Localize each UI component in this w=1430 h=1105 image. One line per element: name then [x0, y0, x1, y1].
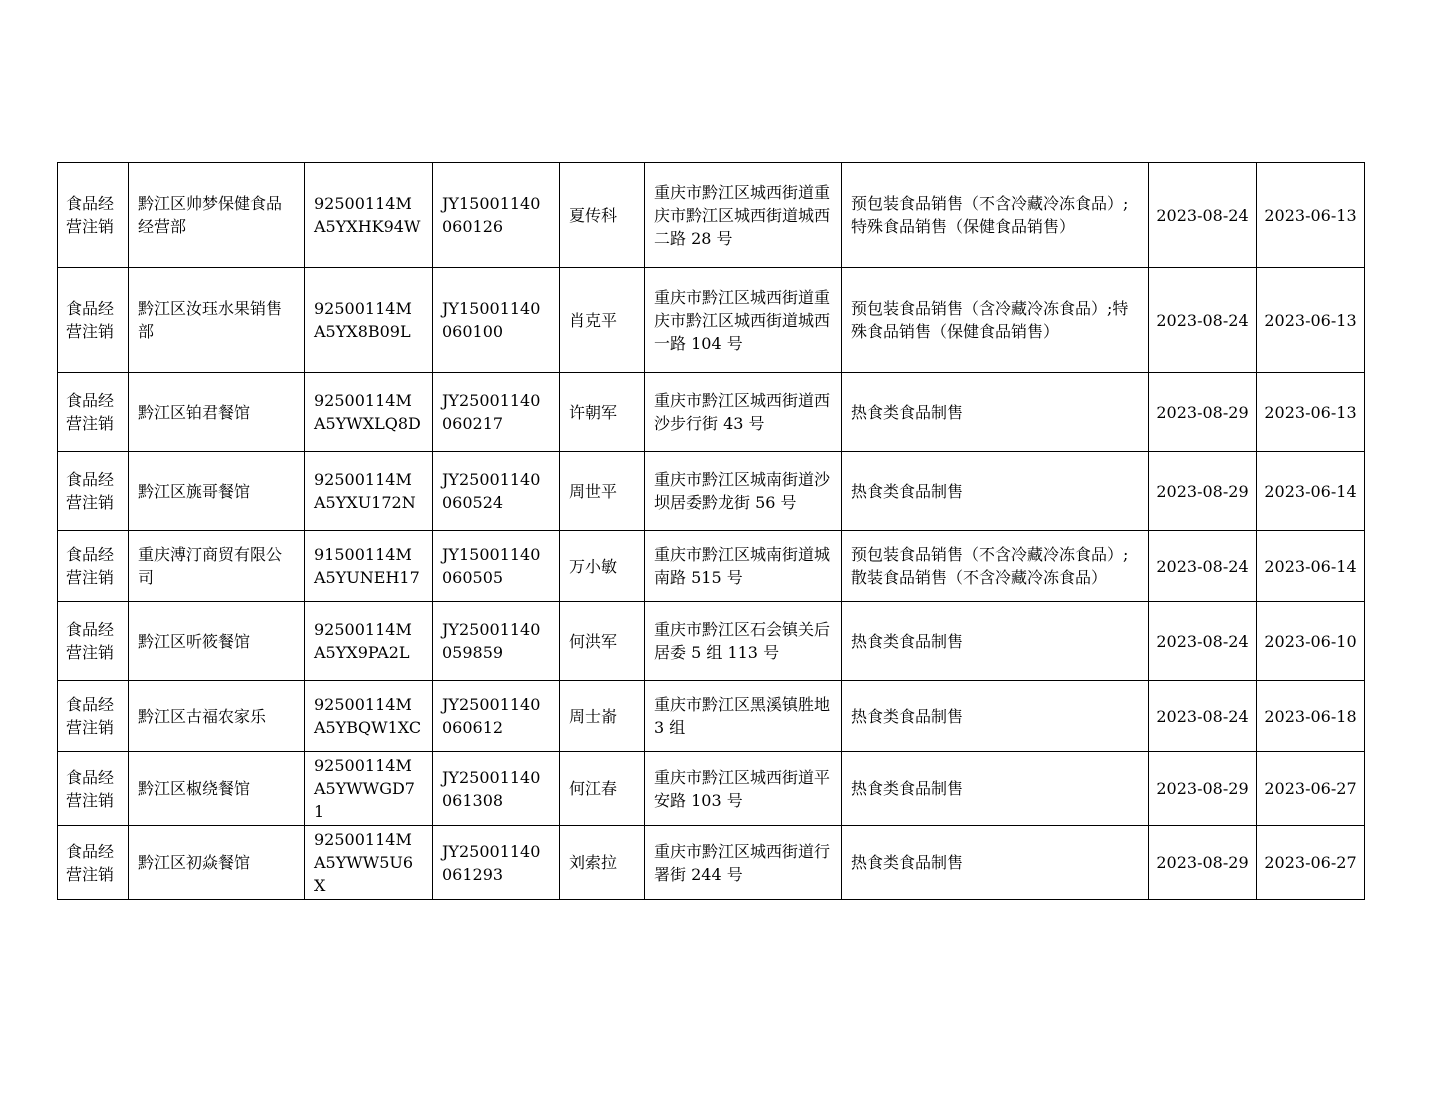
- cell-type: 食品经营注销: [58, 826, 129, 900]
- cell-type: 食品经营注销: [58, 752, 129, 826]
- cell-credit-code: 92500114MA5YWXLQ8D: [305, 373, 433, 452]
- cell-credit-code: 92500114MA5YXU172N: [305, 452, 433, 531]
- cell-name: 重庆溥汀商贸有限公司: [129, 531, 305, 602]
- cell-type: 食品经营注销: [58, 602, 129, 681]
- cell-date-1: 2023-08-24: [1149, 681, 1257, 752]
- cell-name: 黔江区古福农家乐: [129, 681, 305, 752]
- cell-scope: 热食类食品制售: [842, 602, 1149, 681]
- cell-date-2: 2023-06-27: [1257, 826, 1365, 900]
- table-row: [58, 163, 1365, 268]
- cell-date-2: 2023-06-14: [1257, 531, 1365, 602]
- cell-license: JY25001140060612: [433, 681, 560, 752]
- cell-name: 黔江区椒绕餐馆: [129, 752, 305, 826]
- cell-name: 黔江区帅梦保健食品经营部: [129, 163, 305, 268]
- cell-type: 食品经营注销: [58, 452, 129, 531]
- table-row: [58, 531, 1365, 602]
- cell-name: 黔江区旐哥餐馆: [129, 452, 305, 531]
- cell-scope: 热食类食品制售: [842, 452, 1149, 531]
- cell-date-2: 2023-06-10: [1257, 602, 1365, 681]
- cell-scope: 预包装食品销售（含冷藏冷冻食品）;特殊食品销售（保健食品销售）: [842, 268, 1149, 373]
- cell-name: 黔江区初焱餐馆: [129, 826, 305, 900]
- table-row: [58, 452, 1365, 531]
- cell-date-2: 2023-06-27: [1257, 752, 1365, 826]
- cell-person: 何洪军: [560, 602, 645, 681]
- cell-license: JY25001140059859: [433, 602, 560, 681]
- records-body: [58, 163, 1365, 900]
- cell-name: 黔江区听筱餐馆: [129, 602, 305, 681]
- table-row: [58, 826, 1365, 900]
- cell-license: JY15001140060126: [433, 163, 560, 268]
- cell-license: JY15001140060505: [433, 531, 560, 602]
- table-row: [58, 268, 1365, 373]
- cell-scope: 预包装食品销售（不含冷藏冷冻食品）;散装食品销售（不含冷藏冷冻食品）: [842, 531, 1149, 602]
- records-table: [57, 162, 1365, 900]
- cell-address: 重庆市黔江区城南街道城南路 515 号: [645, 531, 842, 602]
- cell-date-2: 2023-06-14: [1257, 452, 1365, 531]
- cell-name: 黔江区汝珏水果销售部: [129, 268, 305, 373]
- cell-date-1: 2023-08-24: [1149, 163, 1257, 268]
- cell-credit-code: 92500114MA5YBQW1XC: [305, 681, 433, 752]
- cell-address: 重庆市黔江区城西街道平安路 103 号: [645, 752, 842, 826]
- cell-date-2: 2023-06-13: [1257, 373, 1365, 452]
- cell-credit-code: 92500114MA5YWW5U6X: [305, 826, 433, 900]
- cell-credit-code: 92500114MA5YXHK94W: [305, 163, 433, 268]
- cell-credit-code: 91500114MA5YUNEH17: [305, 531, 433, 602]
- cell-person: 周世平: [560, 452, 645, 531]
- cell-credit-code: 92500114MA5YWWGD71: [305, 752, 433, 826]
- cell-date-2: 2023-06-13: [1257, 268, 1365, 373]
- cell-scope: 热食类食品制售: [842, 752, 1149, 826]
- cell-date-2: 2023-06-13: [1257, 163, 1365, 268]
- cell-address: 重庆市黔江区城西街道重庆市黔江区城西街道城西二路 28 号: [645, 163, 842, 268]
- cell-scope: 热食类食品制售: [842, 373, 1149, 452]
- cell-person: 万小敏: [560, 531, 645, 602]
- cell-scope: 热食类食品制售: [842, 826, 1149, 900]
- table-row: [58, 752, 1365, 826]
- cell-date-2: 2023-06-18: [1257, 681, 1365, 752]
- cell-credit-code: 92500114MA5YX8B09L: [305, 268, 433, 373]
- cell-type: 食品经营注销: [58, 531, 129, 602]
- cell-person: 刘索拉: [560, 826, 645, 900]
- cell-date-1: 2023-08-24: [1149, 268, 1257, 373]
- cell-type: 食品经营注销: [58, 681, 129, 752]
- cell-person: 夏传科: [560, 163, 645, 268]
- cell-date-1: 2023-08-29: [1149, 452, 1257, 531]
- cell-license: JY15001140060100: [433, 268, 560, 373]
- cell-person: 周士嵛: [560, 681, 645, 752]
- cell-address: 重庆市黔江区黑溪镇胜地 3 组: [645, 681, 842, 752]
- table-row: [58, 681, 1365, 752]
- cell-license: JY25001140061293: [433, 826, 560, 900]
- cell-person: 何江春: [560, 752, 645, 826]
- cell-date-1: 2023-08-29: [1149, 373, 1257, 452]
- table-row: [58, 602, 1365, 681]
- cell-date-1: 2023-08-29: [1149, 752, 1257, 826]
- cell-license: JY25001140060217: [433, 373, 560, 452]
- cell-address: 重庆市黔江区石会镇关后居委 5 组 113 号: [645, 602, 842, 681]
- table-row: [58, 373, 1365, 452]
- cell-credit-code: 92500114MA5YX9PA2L: [305, 602, 433, 681]
- cell-date-1: 2023-08-29: [1149, 826, 1257, 900]
- cell-date-1: 2023-08-24: [1149, 531, 1257, 602]
- cell-type: 食品经营注销: [58, 268, 129, 373]
- cell-license: JY25001140060524: [433, 452, 560, 531]
- cell-type: 食品经营注销: [58, 373, 129, 452]
- cell-name: 黔江区铂君餐馆: [129, 373, 305, 452]
- cell-type: 食品经营注销: [58, 163, 129, 268]
- cell-date-1: 2023-08-24: [1149, 602, 1257, 681]
- cell-scope: 热食类食品制售: [842, 681, 1149, 752]
- cell-address: 重庆市黔江区城西街道西沙步行街 43 号: [645, 373, 842, 452]
- cell-address: 重庆市黔江区城西街道重庆市黔江区城西街道城西一路 104 号: [645, 268, 842, 373]
- cell-person: 肖克平: [560, 268, 645, 373]
- cell-person: 许朝军: [560, 373, 645, 452]
- cell-license: JY25001140061308: [433, 752, 560, 826]
- cell-address: 重庆市黔江区城西街道行署街 244 号: [645, 826, 842, 900]
- cell-scope: 预包装食品销售（不含冷藏冷冻食品）;特殊食品销售（保健食品销售）: [842, 163, 1149, 268]
- cell-address: 重庆市黔江区城南街道沙坝居委黔龙街 56 号: [645, 452, 842, 531]
